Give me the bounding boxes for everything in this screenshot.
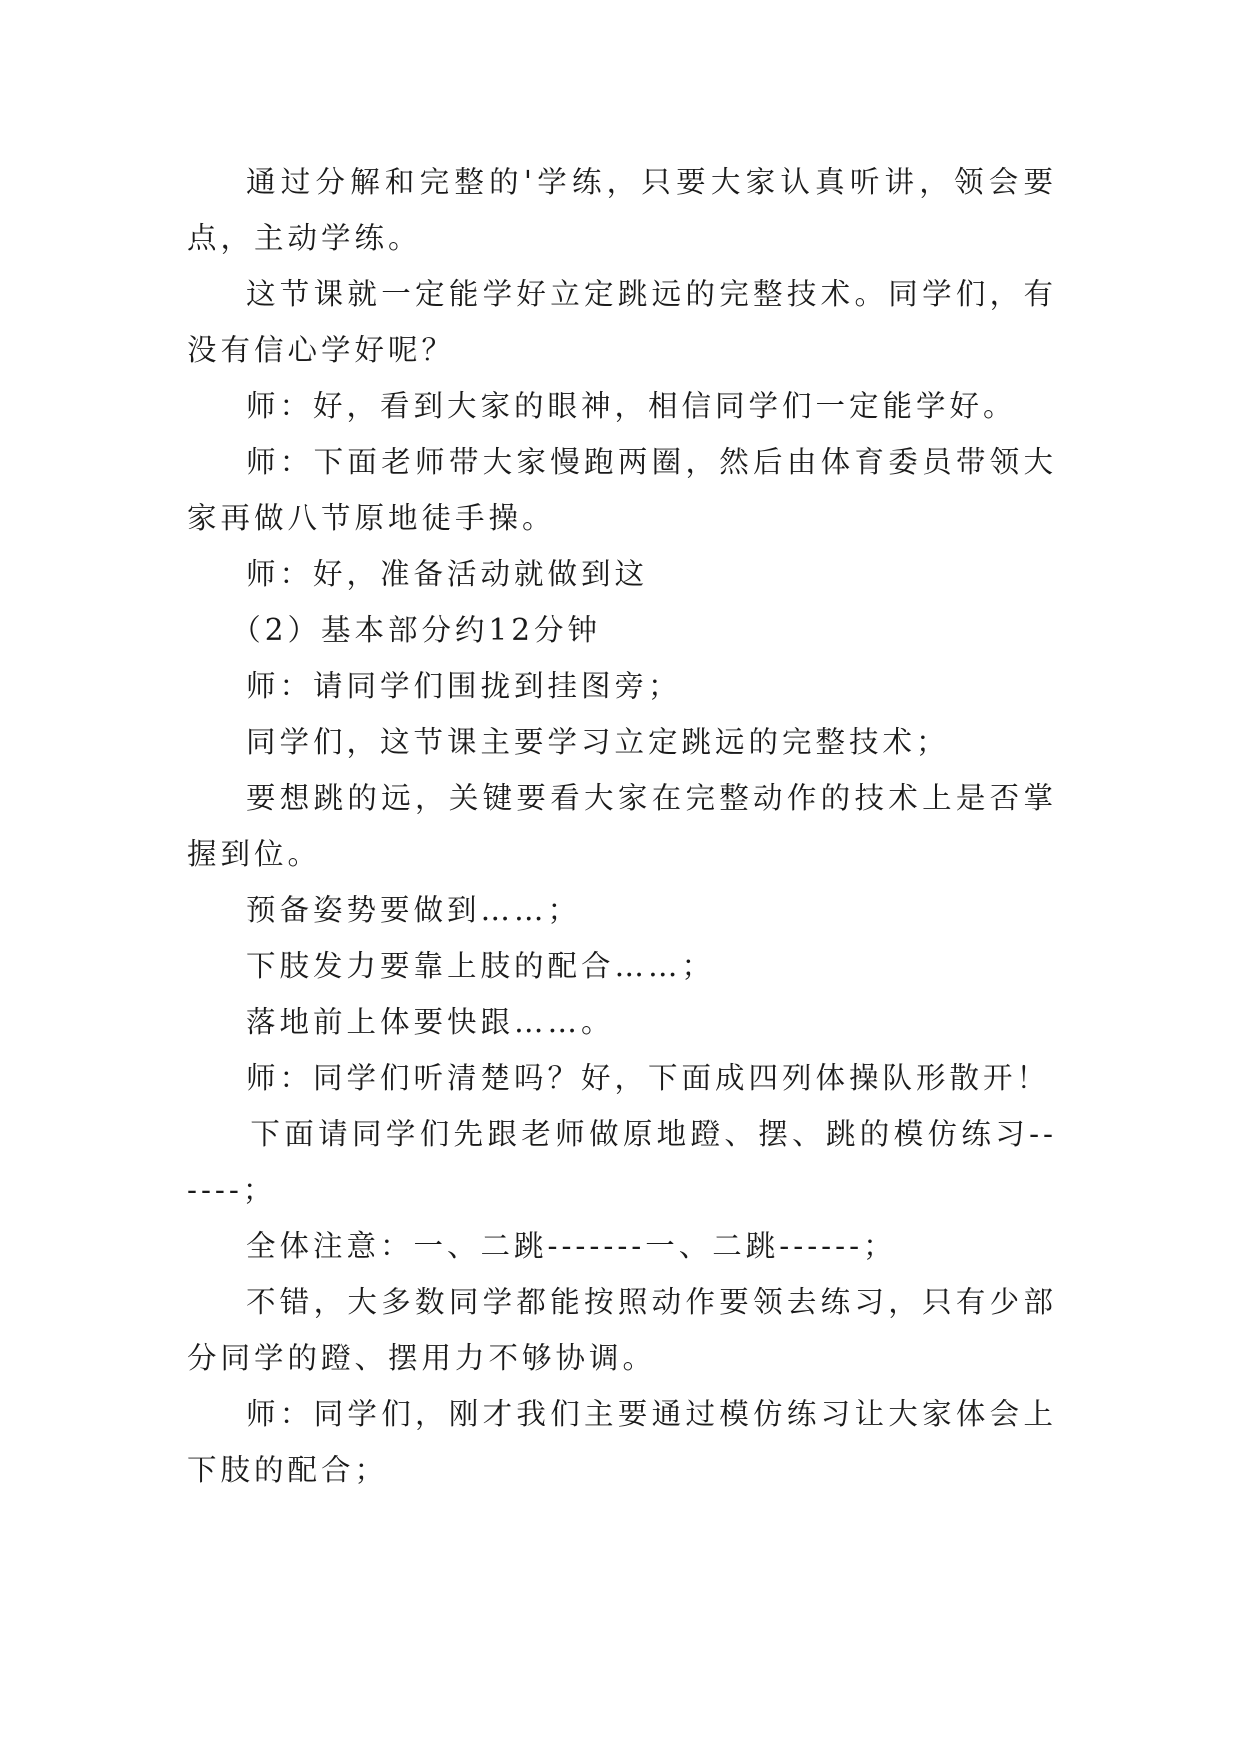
paragraph: 要想跳的远，关键要看大家在完整动作的技术上是否掌握到位。 [187,781,1057,871]
paragraph: 通过分解和完整的'学练，只要大家认真听讲，领会要点，主动学练。 [187,165,1057,255]
paragraph: 师：下面老师带大家慢跑两圈，然后由体育委员带领大家再做八节原地徒手操。 [187,445,1057,535]
paragraph: 不错，大多数同学都能按照动作要领去练习，只有少部分同学的蹬、摆用力不够协调。 [187,1285,1057,1375]
paragraph: 落地前上体要快跟……。 [246,1005,615,1039]
paragraph: 预备姿势要做到……； [246,893,582,927]
paragraph: 下肢发力要靠上肢的配合……； [246,949,716,983]
paragraph: 师：同学们，刚才我们主要通过模仿练习让大家体会上下肢的配合； [187,1397,1057,1487]
document-body [187,154,1057,1498]
paragraph: 这节课就一定能学好立定跳远的完整技术。同学们，有没有信心学好呢？ [187,277,1057,367]
paragraph: 下面请同学们先跟老师做原地蹬、摆、跳的模仿练习------； [187,1117,1057,1207]
paragraph: 师：请同学们围拢到挂图旁； [246,669,682,703]
section-heading: （2）基本部分约12分钟 [231,613,602,647]
paragraph: 师：好，看到大家的眼神，相信同学们一定能学好。 [246,389,1017,423]
paragraph: 师：好，准备活动就做到这 [246,557,649,591]
paragraph: 同学们，这节课主要学习立定跳远的完整技术； [246,725,950,759]
paragraph: 师：同学们听清楚吗？好，下面成四列体操队形散开！ [246,1061,1051,1095]
paragraph: 全体注意：一、二跳-------一、二跳------； [246,1229,897,1263]
